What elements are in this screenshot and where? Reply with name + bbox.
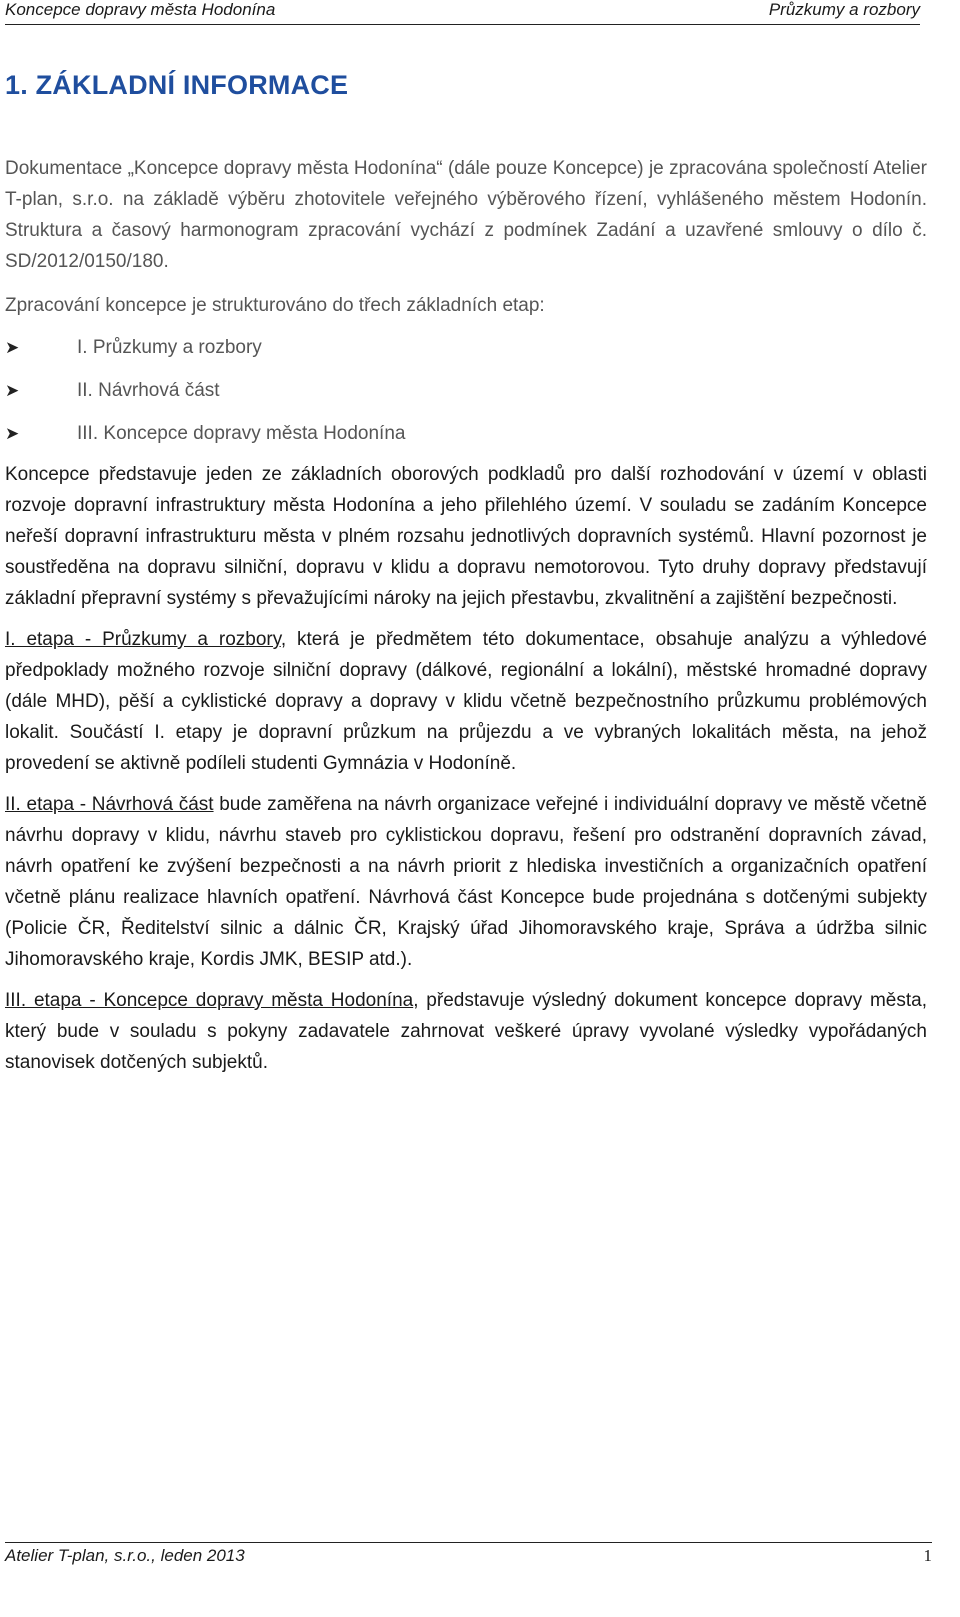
footer-author-date: Atelier T-plan, s.r.o., leden 2013: [5, 1546, 245, 1565]
stages-lead-paragraph: Zpracování koncepce je strukturováno do třech základních etap:: [5, 295, 545, 316]
stage2-title: II. etapa - Návrhová část: [5, 794, 214, 815]
arrow-bullet-icon: ➤: [5, 424, 20, 443]
arrow-bullet-icon: ➤: [5, 338, 20, 357]
list-item-label: II. Návrhová část: [77, 380, 220, 401]
arrow-bullet-icon: ➤: [5, 381, 20, 400]
stage1-paragraph: [5, 624, 927, 779]
document-body: [5, 153, 927, 1078]
stage1-text: , která je předmětem této dokumentace, obsahuje analýzu a výhledové předpoklady možného rozvoje silniční dopravy (dálkové, regionální a lokální), městské hromadné dopravy (dále MHD), pěší a cyklistické dopravy a dopravy v klidu včetně bezpečnostního průzkumu problémových lokalit. Součástí I. etapy je dopravní průzkum na průjezdu a ve vybraných lokalitách města, na jehož provedení se aktivně podíleli studenti Gymnázia v Hodoníně.: [5, 629, 927, 774]
page-number: 1: [923, 1546, 932, 1565]
stages-list: [5, 326, 927, 455]
stage3-title: III. etapa - Koncepce dopravy města Hodonína: [5, 990, 414, 1011]
list-item: [5, 326, 927, 369]
list-item-label: I. Průzkumy a rozbory: [77, 337, 262, 358]
stage3-paragraph: [5, 985, 927, 1078]
header-section-title: Průzkumy a rozbory: [768, 0, 920, 19]
list-item-label: III. Koncepce dopravy města Hodonína: [77, 423, 406, 444]
stage2-text: bude zaměřena na návrh organizace veřejné i individuální dopravy ve městě včetně návrhu dopravy v klidu, návrhu staveb pro cyklistickou dopravu, řešení pro odstranění dopravních závad, návrh opatření ke zvýšení bezpečnosti a na návrh priorit z hlediska investičních a organizačních opatření včetně plánu realizace hlavních opatření. Návrhová část Koncepce bude projednána s dotčenými subjekty (Policie ČR, Ředitelství silnic a dálnic ČR, Krajský úřad Jihomoravského kraje, Správa a údržba silnic Jihomoravského kraje, Kordis JMK, BESIP atd.).: [5, 794, 927, 970]
header-document-title: Koncepce dopravy města Hodonína: [5, 0, 276, 19]
list-item: [5, 369, 927, 412]
stage3-text: , představuje výsledný dokument koncepce dopravy města, který bude v souladu s pokyny zadavatele zahrnovat veškeré úpravy vyvolané výsledky vypořádaných stanovisek dotčených subjektů.: [5, 990, 927, 1073]
list-item: [5, 412, 927, 455]
section-heading: 1. ZÁKLADNÍ INFORMACE: [5, 70, 349, 100]
concept-paragraph: Koncepce představuje jeden ze základních oborových podkladů pro další rozhodování v území v oblasti rozvoje dopravní infrastruktury města Hodonína a jeho přilehlého území. V souladu se zadáním Koncepce neřeší dopravní infrastrukturu města v plném rozsahu jednotlivých dopravních systémů. Hlavní pozornost je soustředěna na dopravu silniční, dopravu v klidu a dopravu nemotorovou. Tyto druhy dopravy představují základní přepravní systémy s převažujícími nároky na jejich přestavbu, zkvalitnění a zajištění bezpečnosti.: [5, 464, 927, 609]
page-footer: [5, 1542, 932, 1566]
intro-paragraph: Dokumentace „Koncepce dopravy města Hodonína“ (dále pouze Koncepce) je zpracována společností Atelier T-plan, s.r.o. na základě výběru zhotovitele veřejného výběrového řízení, vyhlášeného městem Hodonín. Struktura a časový harmonogram zpracování vychází z podmínek Zadání a uzavřené smlouvy o dílo č. SD/2012/0150/180.: [5, 158, 927, 272]
stage2-paragraph: [5, 789, 927, 975]
page-header: [5, 0, 920, 25]
stage1-title: I. etapa - Průzkumy a rozbory: [5, 629, 281, 650]
